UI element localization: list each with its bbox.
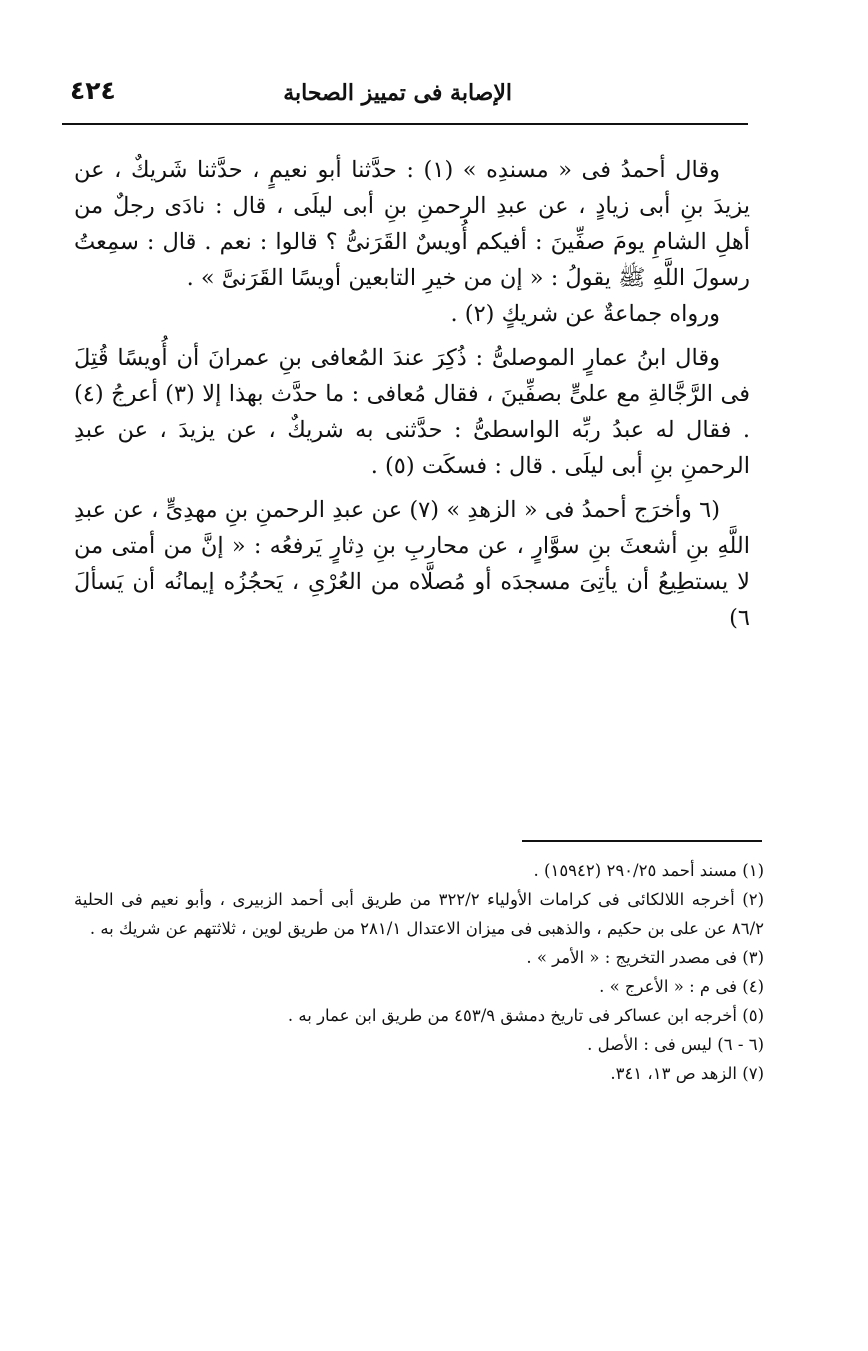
paragraph-ibn-ammar: وقال ابنُ عمارٍ الموصلىُّ : ذُكِرَ عندَ المُعافى بنِ عمرانَ أن أُويسًا قُتِلَ فى الرَّجَّالةِ مع علىٍّ بصفِّينَ ، فقال مُعافى : ما حدَّث بهذا إلا (٣) أعرجُ (٤) . فقال له عبدُ ربِّه الواسطىُّ : حدَّثنى به شريكٌ ، عن يزيدَ ، عن عبدِ الرحمنِ بنِ أبى ليلَى . قال : فسكَت (٥) .: [74, 345, 750, 479]
paragraph-musnad: وقال أحمدُ فى « مسندِه » (١) : حدَّثنا أبو نعيمٍ ، حدَّثنا شَريكٌ ، عن يزيدَ بنِ أبى زيادٍ ، عن عبدِ الرحمنِ بنِ أبى ليلَى ، قال : نادَى رجلٌ من أهلِ الشامِ يومَ صفِّينَ : أفيكم أُويسٌ القَرَنىُّ ؟ قالوا : نعم . قال : سمِعتُ رسولَ اللَّهِ ﷺ يقولُ : « إن من خيرِ التابعين أويسًا القَرَنىَّ » .: [74, 157, 750, 291]
footnote-6: (٦ - ٦) ليس فى : الأصل .: [587, 1035, 764, 1055]
header-divider: [62, 123, 748, 125]
footnote-1: (١) مسند أحمد ٢٩٠/٢٥ (١٥٩٤٢) .: [533, 861, 764, 880]
footnote-7: (٧) الزهد ص ١٣، ٣٤١.: [610, 1064, 764, 1084]
page-header: [62, 72, 748, 126]
footnote-5: (٥) أخرجه ابن عساكر فى تاريخ دمشق ٤٥٣/٩ من طريق ابن عمار به .: [287, 1006, 764, 1026]
footnote-2: (٢) أخرجه اللالكائى فى كرامات الأولياء ٣٢٢/٢ من طريق أبى أحمد الزبيرى ، وأبو نعيم فى الحلية ٨٦/٢ عن على بن حكيم ، والذهبى فى ميزان الاعتدال ٢٨١/١ من طريق لوين ، ثلاثتهم عن شريك به .: [74, 890, 764, 939]
footnote-4: (٤) فى م : « الأعرج » .: [599, 977, 764, 997]
main-text: [74, 152, 750, 636]
paragraph-jamaa: ورواه جماعةٌ عن شريكٍ (٢) .: [450, 301, 720, 327]
running-title: الإصابة فى تمييز الصحابة: [283, 80, 512, 106]
footnotes: [74, 856, 764, 1088]
footnote-3: (٣) فى مصدر التخريج : « الأمر » .: [526, 948, 764, 968]
page-number: ٤٢٤: [70, 76, 116, 105]
paragraph-zuhd: (٦ وأخرَج أحمدُ فى « الزهدِ » (٧) عن عبدِ الرحمنِ بنِ مهدِىٍّ ، عن عبدِ اللَّهِ بنِ أشعثَ بنِ سوَّارٍ ، عن محاربِ بنِ دِثارٍ يَرفعُه : « إنَّ من أمتى من لا يستطِيعُ أن يأتِىَ مسجدَه أو مُصلَّاه من العُرْىِ ، يَحجُزُه إيمانُه أن يَسألَ ٦): [74, 497, 750, 631]
footnote-divider: [522, 840, 762, 842]
